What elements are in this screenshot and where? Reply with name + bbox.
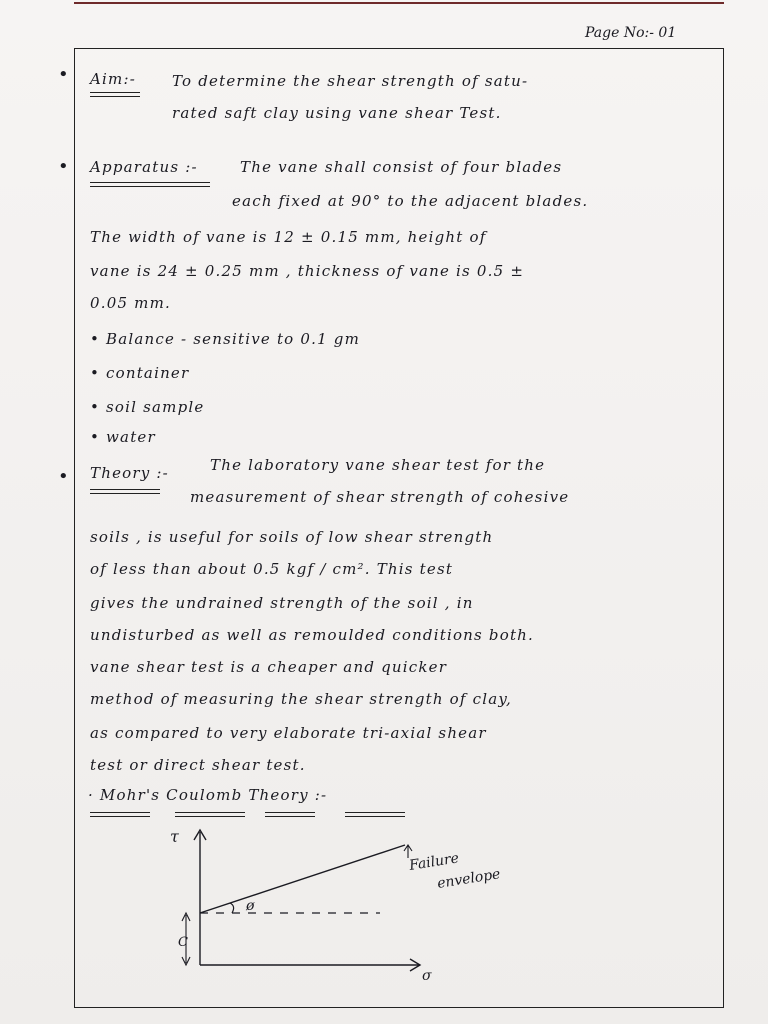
- theory-line-9: as compared to very elaborate tri-axial shear: [90, 724, 487, 742]
- apparatus-line-2: each fixed at 90° to the adjacent blades.: [232, 192, 589, 210]
- aim-line-1: To determine the shear strength of satu-: [172, 72, 529, 90]
- theory-line-3: soils , is useful for soils of low shear strength: [90, 528, 494, 546]
- apparatus-item-balance: • Balance - sensitive to 0.1 gm: [90, 330, 361, 348]
- apparatus-item-soil: • soil sample: [90, 398, 205, 416]
- bullet-theory: •: [58, 466, 69, 487]
- theory-line-4: of less than about 0.5 kgf / cm². This test: [90, 560, 454, 578]
- page-number: Page No:- 01: [585, 25, 677, 41]
- theory-line-2: measurement of shear strength of cohesive: [190, 488, 570, 506]
- theory-line-1: The laboratory vane shear test for the: [210, 456, 546, 474]
- sigma-label: σ: [422, 968, 432, 984]
- apparatus-item-container: • container: [90, 364, 190, 382]
- apparatus-item-water: • water: [90, 428, 156, 446]
- apparatus-line-1: The vane shall consist of four blades: [240, 158, 563, 176]
- envelope-label-2: envelope: [436, 866, 502, 892]
- theory-line-5: gives the undrained strength of the soil , in: [90, 594, 474, 612]
- mohr-heading: · Mohr's Coulomb Theory :-: [88, 786, 328, 804]
- cohesion-label: C: [178, 935, 188, 950]
- theory-line-6: undisturbed as well as remoulded conditions both.: [90, 626, 534, 644]
- envelope-label-1: Failure: [408, 850, 461, 874]
- theory-line-10: test or direct shear test.: [90, 756, 306, 774]
- aim-label: Aim:-: [90, 70, 136, 88]
- theory-line-8: method of measuring the shear strength of clay,: [90, 690, 513, 708]
- theory-line-7: vane shear test is a cheaper and quicker: [90, 658, 448, 676]
- apparatus-line-3: The width of vane is 12 ± 0.15 mm, height of: [90, 228, 487, 246]
- tau-label: τ: [170, 827, 179, 846]
- theory-label: Theory :-: [90, 464, 169, 482]
- bullet-aim: •: [58, 64, 69, 85]
- apparatus-line-5: 0.05 mm.: [90, 294, 171, 312]
- bullet-apparatus: •: [58, 156, 69, 177]
- aim-line-2: rated saft clay using vane shear Test.: [172, 104, 502, 122]
- phi-arc: [230, 903, 234, 913]
- apparatus-line-4: vane is 24 ± 0.25 mm , thickness of vane is 0.5 ±: [90, 262, 525, 280]
- phi-label: ø: [246, 898, 255, 914]
- apparatus-label: Apparatus :-: [90, 158, 198, 176]
